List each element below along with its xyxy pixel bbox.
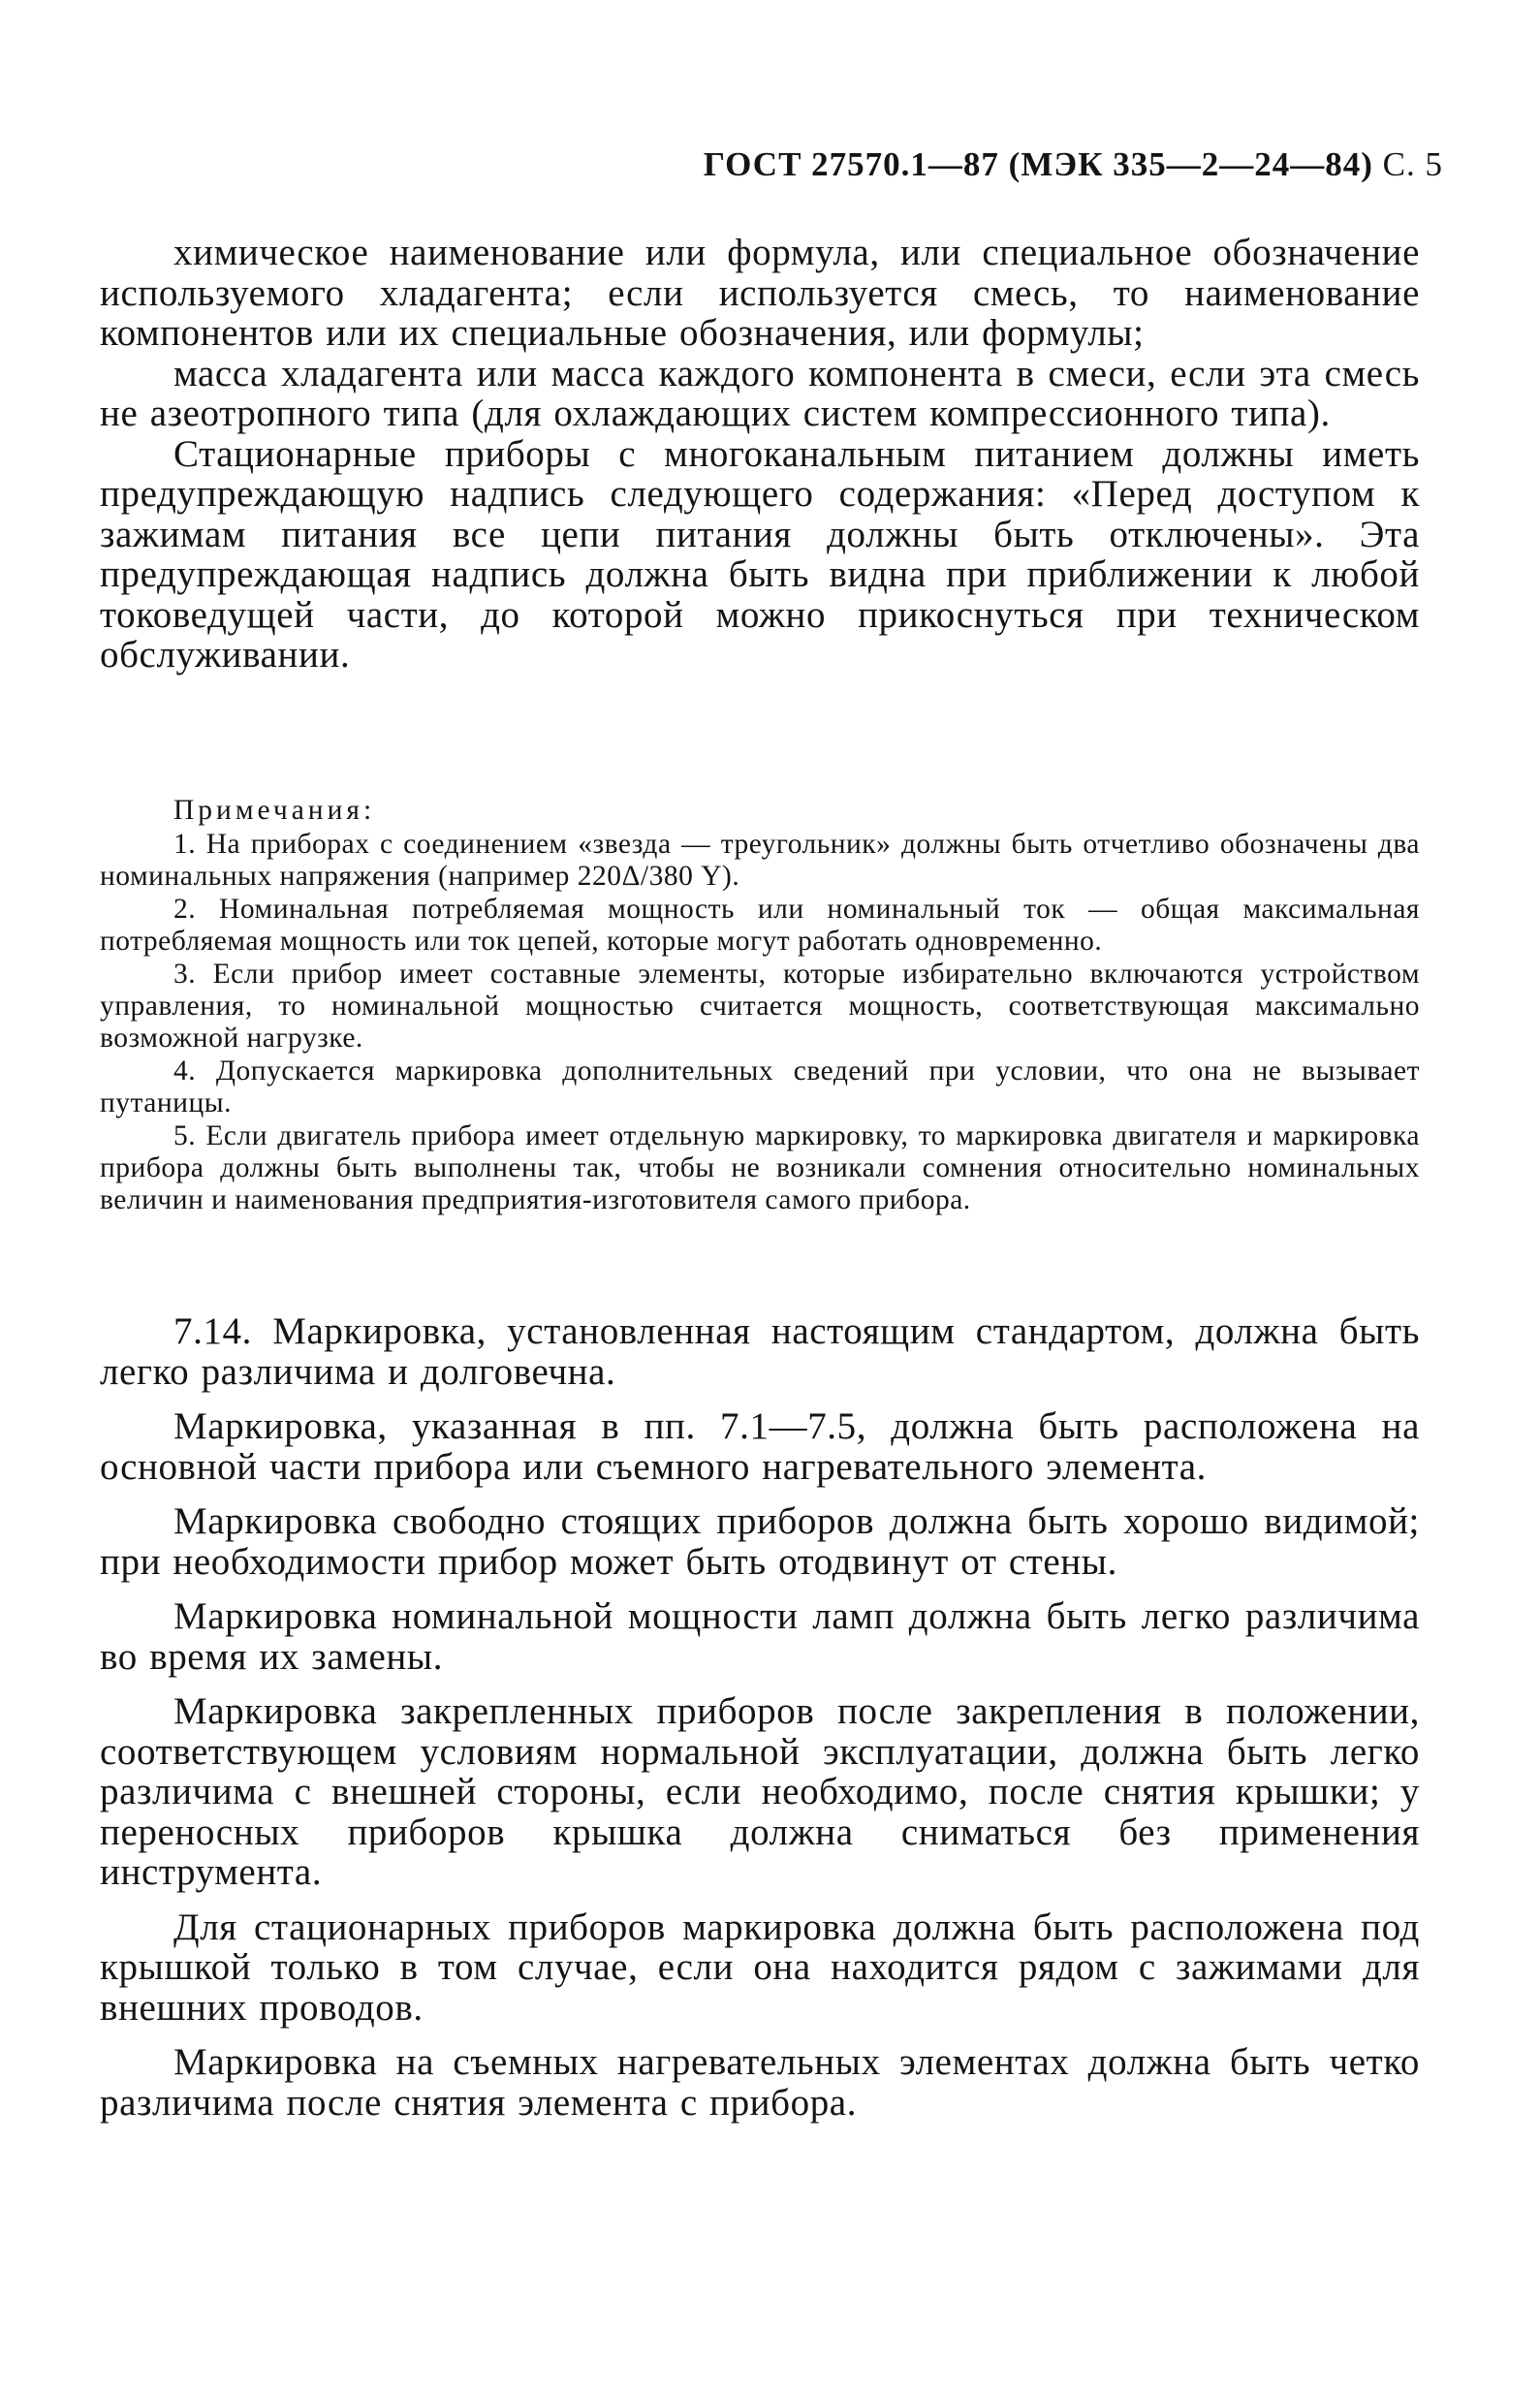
note-item: 3. Если прибор имеет составные элементы, которые избирательно включаются устройством управления, то номинальной мощностью считается мощность, соответствующая максимально возможной нагрузке.	[100, 959, 1420, 1054]
note-item: 2. Номинальная потребляемая мощность или номинальный ток — общая максимальная потребляемая мощность или ток цепей, которые могут работать одновременно.	[100, 894, 1420, 957]
paragraph-refrigerant-mass: масса хладагента или масса каждого компонента в смеси, если эта смесь не азеотропного типа (для охлаждающих систем компрессионного типа).	[100, 352, 1420, 434]
note-item: 4. Допускается маркировка дополнительных сведений при условии, что она не вызывает путаницы.	[100, 1055, 1420, 1118]
section-7-14-paragraph: 7.14. Маркировка, установленная настоящим стандартом, должна быть легко различима и долговечна.	[100, 1310, 1420, 1393]
paragraph-marking-location: Маркировка, указанная в пп. 7.1—7.5, должна быть расположена на основной части прибора или съемного нагревательного элемента.	[100, 1405, 1420, 1488]
text-block-bottom	[100, 1311, 1420, 2137]
paragraph-removable-element-marking: Маркировка на съемных нагревательных элементах должна быть четко различима после снятия элемента с прибора.	[100, 2041, 1420, 2124]
paragraph-fixed-appliance-marking: Маркировка закрепленных приборов после закрепления в положении, соответствующем условиям нормальной эксплуатации, должна быть легко различима с внешней стороны, если необходимо, после снятия крышки; у переносных приборов крышка должна сниматься без применения инструмента.	[100, 1690, 1420, 1893]
notes-block	[100, 795, 1420, 1217]
note-item: 5. Если двигатель прибора имеет отдельную маркировку, то маркировка двигателя и маркировка прибора должны быть выполнены так, чтобы не возникали сомнения относительно номинальных величин и наименования предприятия-изготовителя самого прибора.	[100, 1120, 1420, 1215]
paragraph-warning-label: Стационарные приборы с многоканальным питанием должны иметь предупреждающую надпись следующего содержания: «Перед доступом к зажимам питания все цепи питания должны быть отключены». Эта предупреждающая надпись должна быть видна при приближении к любой токоведущей части, до которой можно прикоснуться при техническом обслуживании.	[100, 432, 1420, 676]
page-header	[704, 145, 1443, 184]
notes-heading: Примечания:	[173, 795, 376, 826]
standard-designation: ГОСТ 27570.1—87 (МЭК 335—2—24—84)	[703, 145, 1373, 183]
paragraph-stationary-marking: Для стационарных приборов маркировка должна быть расположена под крышкой только в том случае, если она находится рядом с зажимами для внешних проводов.	[100, 1906, 1420, 2029]
page-number: С. 5	[1382, 145, 1443, 183]
note-item: 1. На приборах с соединением «звезда — треугольник» должны быть отчетливо обозначены два номинальных напряжения (например 220Δ/380 Y).	[100, 829, 1420, 892]
paragraph-freestanding-marking: Маркировка свободно стоящих приборов должна быть хорошо видимой; при необходимости прибор может быть отодвинут от стены.	[100, 1500, 1420, 1583]
paragraph-lamp-power-marking: Маркировка номинальной мощности ламп должна быть легко различима во время их замены.	[100, 1595, 1420, 1678]
text-block-top	[100, 233, 1420, 676]
paragraph-refrigerant-name: химическое наименование или формула, или специальное обозначение используемого хладагента; если используется смесь, то наименование компонентов или их специальные обозначения, или формулы;	[100, 232, 1420, 354]
